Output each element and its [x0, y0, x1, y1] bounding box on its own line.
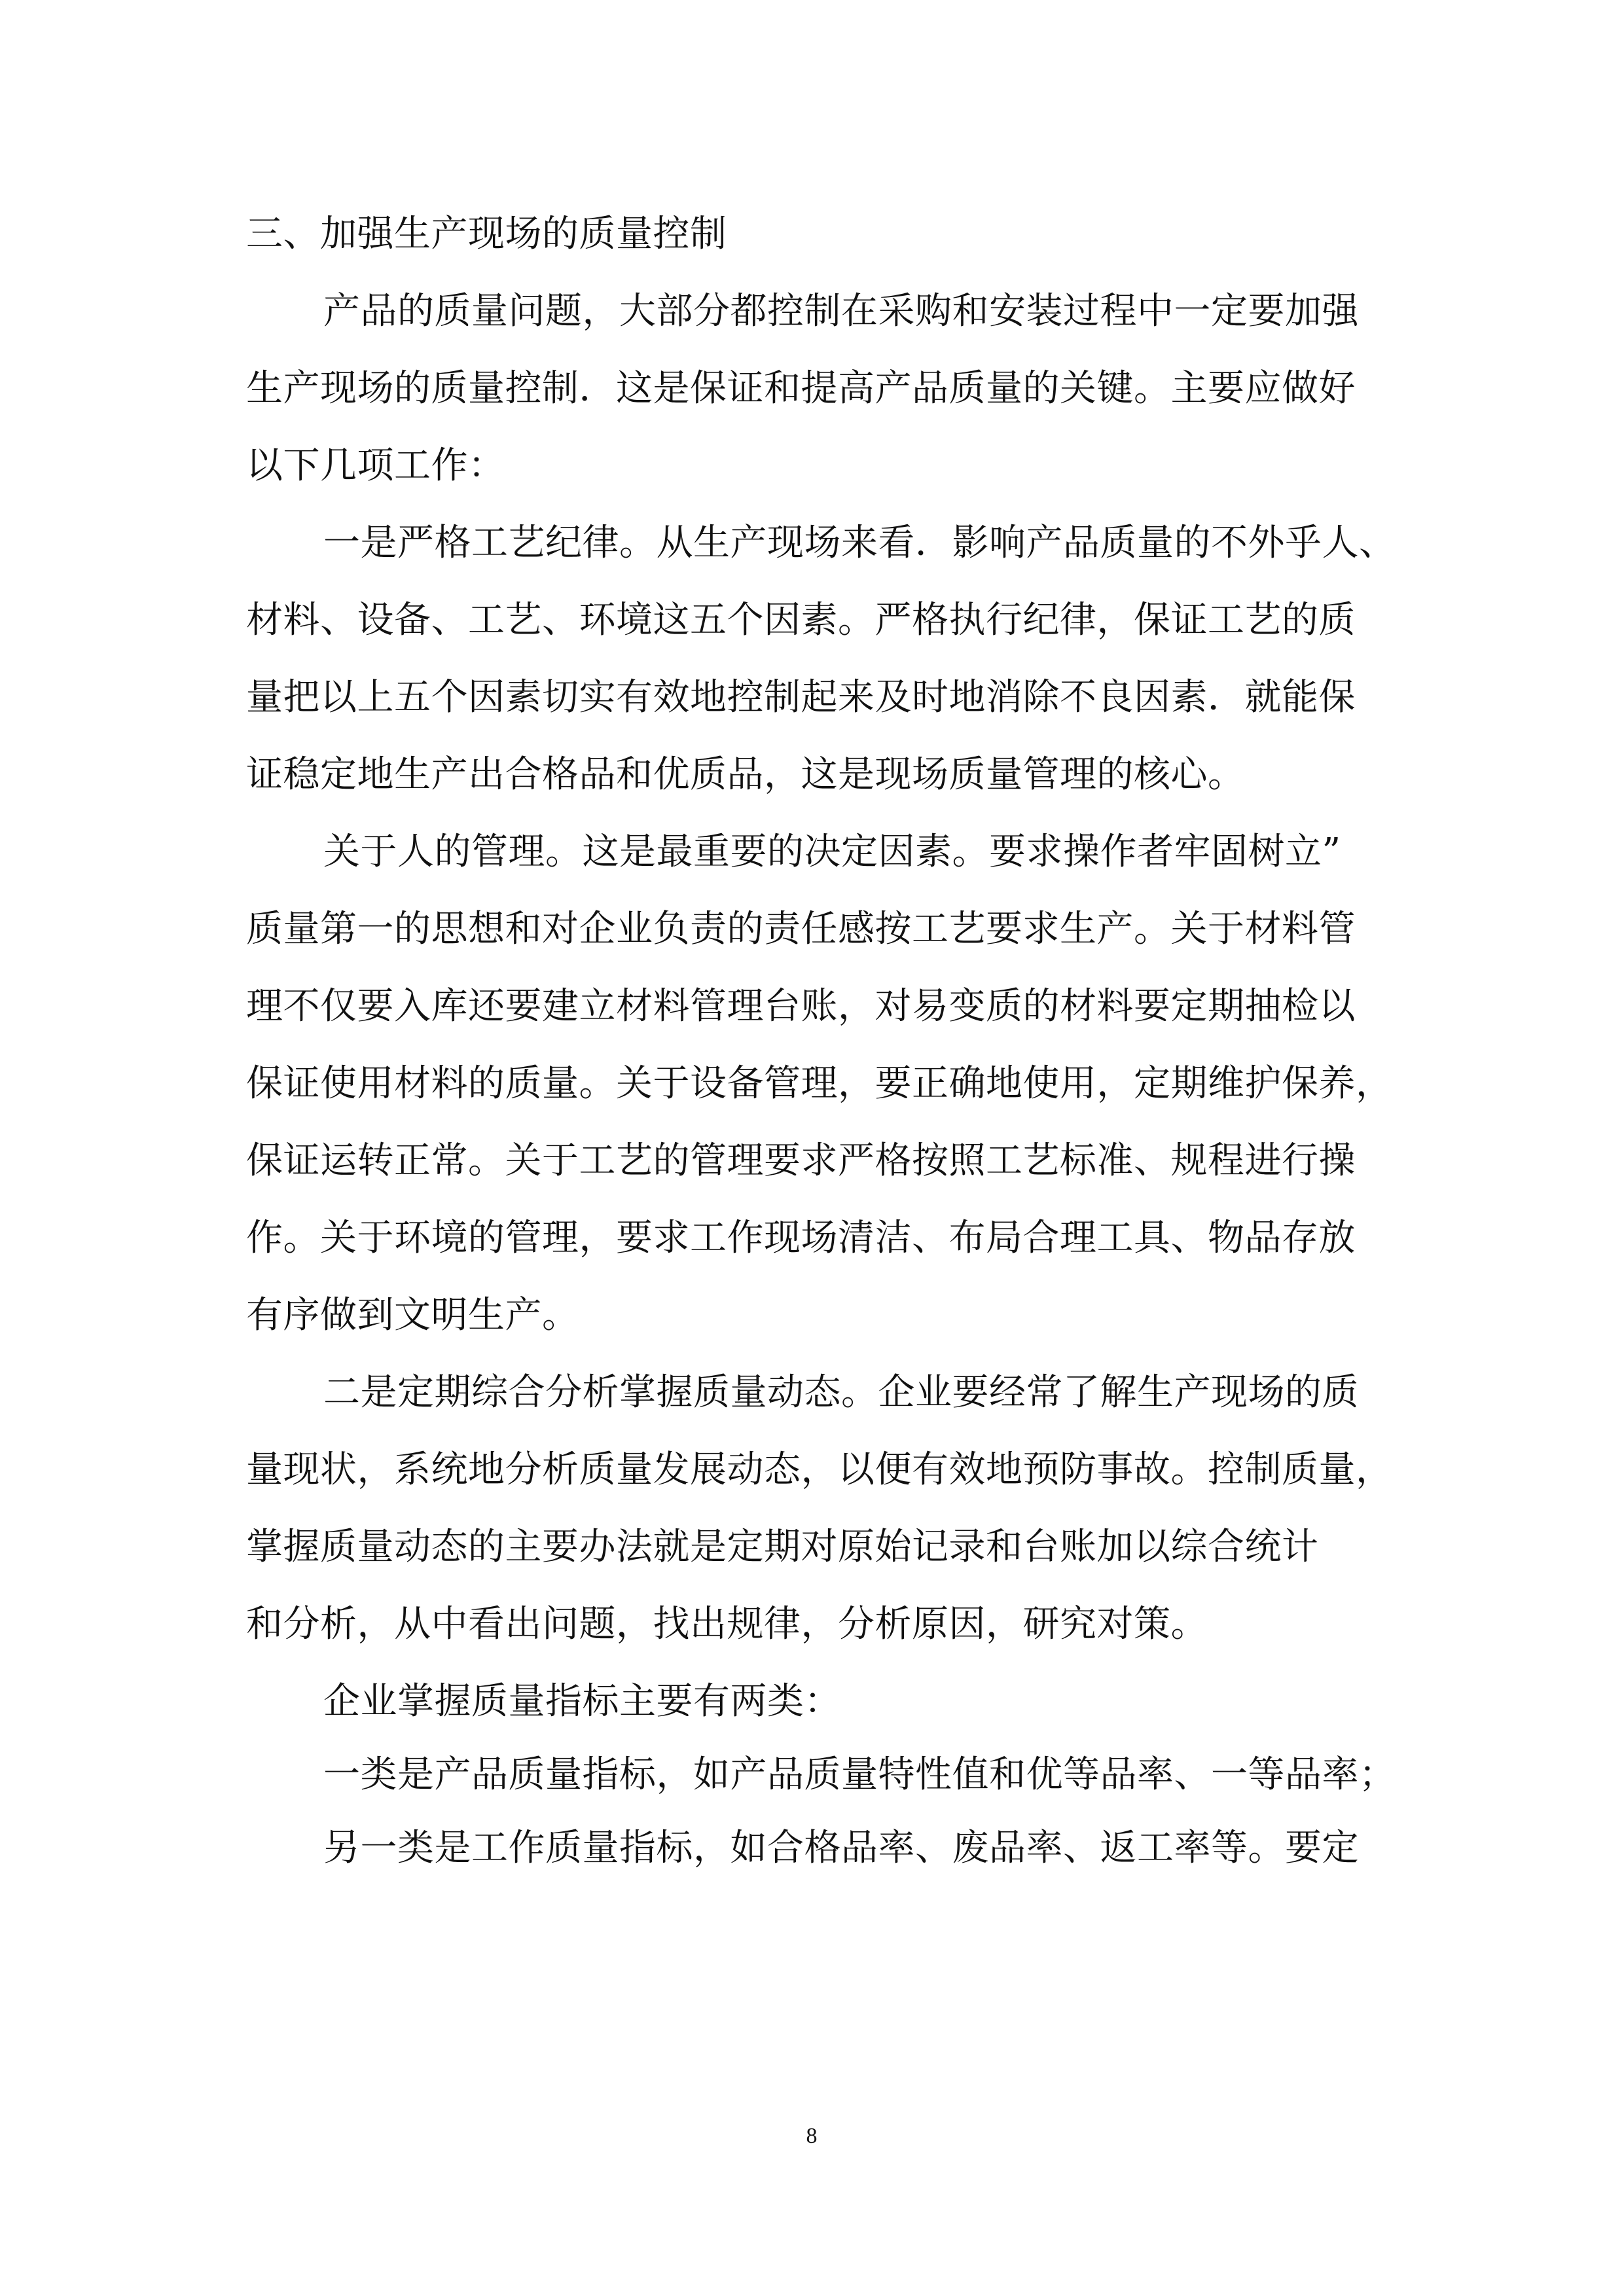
- text-line: 材料、设备、工艺、环境这五个因素。严格执行纪律，保证工艺的质: [246, 599, 1356, 641]
- text-line: 和分析，从中看出问题，找出规律，分析原因，研究对策。: [246, 1603, 1208, 1645]
- text-line: 证稳定地生产出合格品和优质品，这是现场质量管理的核心。: [246, 753, 1245, 796]
- page-number: 8: [806, 2124, 818, 2148]
- text-line: 关于人的管理。这是最重要的决定因素。要求操作者牢固树立”: [323, 831, 1341, 873]
- text-line: 质量第一的思想和对企业负责的责任感按工艺要求生产。关于材料管: [246, 908, 1356, 950]
- text-line: 量现状，系统地分析质量发展动态，以便有效地预防事故。控制质量，: [246, 1448, 1393, 1491]
- text-line: 以下几项工作：: [246, 444, 505, 487]
- text-line: 保证使用材料的质量。关于设备管理，要正确地使用，定期维护保养，: [246, 1062, 1393, 1105]
- text-line: 一类是产品质量指标，如产品质量特性值和优等品率、一等品率；: [323, 1753, 1396, 1796]
- text-line: 生产现场的质量控制．这是保证和提高产品质量的关键。主要应做好: [246, 367, 1356, 410]
- text-line: 另一类是工作质量指标，如合格品率、废品率、返工率等。要定: [323, 1827, 1359, 1869]
- text-line: 有序做到文明生产。: [246, 1294, 579, 1336]
- section-heading: 三、加强生产现场的质量控制: [246, 213, 727, 255]
- text-line: 理不仅要入库还要建立材料管理台账，对易变质的材料要定期抽检以: [246, 985, 1356, 1028]
- text-line: 一是严格工艺纪律。从生产现场来看．影响产品质量的不外乎人、: [323, 522, 1396, 564]
- text-line: 企业掌握质量指标主要有两类：: [323, 1680, 841, 1723]
- text-line: 掌握质量动态的主要办法就是定期对原始记录和台账加以综合统计: [246, 1526, 1319, 1568]
- text-line: 二是定期综合分析掌握质量动态。企业要经常了解生产现场的质: [323, 1371, 1359, 1414]
- text-line: 产品的质量问题，大部分都控制在采购和安装过程中一定要加强: [323, 290, 1359, 332]
- text-line: 保证运转正常。关于工艺的管理要求严格按照工艺标准、规程进行操: [246, 1139, 1356, 1182]
- text-line: 量把以上五个因素切实有效地控制起来及时地消除不良因素．就能保: [246, 676, 1356, 719]
- text-line: 作。关于环境的管理，要求工作现场清洁、布局合理工具、物品存放: [246, 1217, 1356, 1259]
